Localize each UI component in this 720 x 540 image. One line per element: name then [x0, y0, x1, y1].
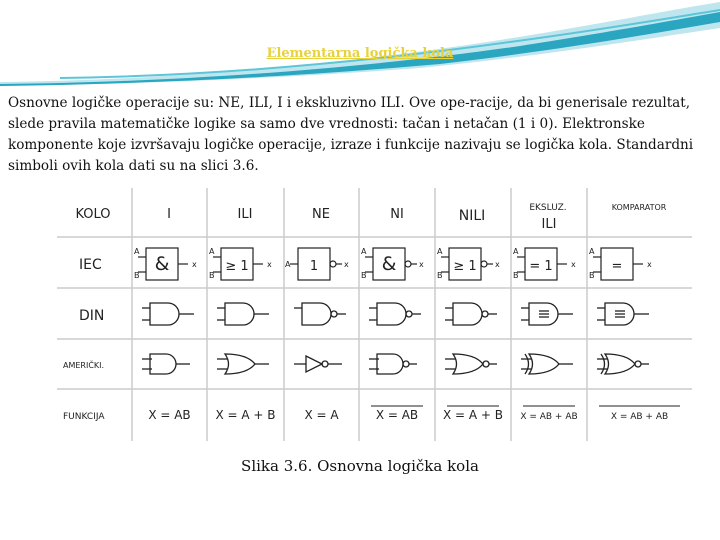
pin-a-label: A — [209, 247, 215, 256]
pin-b-label: B — [589, 271, 595, 280]
header-i: I — [167, 207, 171, 222]
pin-b-label: B — [513, 271, 519, 280]
header-kolo: KOLO — [75, 207, 111, 222]
pin-x-label: x — [419, 260, 424, 269]
pin-x-label: x — [647, 260, 652, 269]
iec-symbol: ≥ 1 — [225, 259, 249, 274]
iec-symbol: & — [154, 253, 170, 275]
iec-symbol: 1 — [309, 259, 319, 274]
pin-b-label: B — [361, 271, 367, 280]
header-ni: NI — [390, 207, 404, 222]
pin-a-label: A — [361, 247, 367, 256]
pin-a-label: A — [513, 247, 519, 256]
function-expression: X = AB + AB — [610, 412, 669, 422]
header-komparator: KOMPARATOR — [611, 203, 667, 212]
iec-symbol: = 1 — [529, 259, 553, 274]
iec-symbol: ≥ 1 — [453, 259, 477, 274]
pin-x-label: x — [344, 260, 349, 269]
function-expression: X = AB — [148, 408, 191, 422]
pin-x-label: x — [267, 260, 272, 269]
function-expression: X = A + B — [442, 408, 504, 422]
iec-symbol: & — [381, 253, 397, 275]
row-label-funkcija: FUNKCIJA — [63, 412, 105, 422]
function-expression: X = A — [304, 408, 339, 422]
header-ili: ILI — [237, 207, 253, 222]
pin-x-label: x — [192, 260, 197, 269]
header-eksluz-ili: ILI — [541, 217, 557, 232]
pin-x-label: x — [495, 260, 500, 269]
row-label-iec: IEC — [79, 257, 102, 273]
pin-x-label: x — [571, 260, 576, 269]
pin-a-label: A — [134, 247, 140, 256]
iec-symbol: = — [611, 259, 623, 274]
logic-gates-table — [57, 188, 692, 441]
header-ne: NE — [312, 207, 330, 222]
row-label-americki: AMERIČKI. — [63, 361, 105, 370]
header-nili: NILI — [458, 208, 486, 224]
pin-a-label: A — [437, 247, 443, 256]
slide-title: Elementarna logička kola — [266, 46, 454, 61]
body-paragraph: Osnovne logičke operacije su: NE, ILI, I i ekskluzivno ILI. Ove ope-racije, da bi generisale rezultat, slede pravila matematičke logike sa samo dve vrednosti: tačan i netačan (1 i 0). Elektronske komponente koje izvršavaju logičke operacije, izraze i funkcije nazivaju se logička kola. Standardni simboli ovih kola dati su na slici 3.6. — [8, 95, 694, 174]
header-eksluz: EKSLUZ. — [529, 203, 567, 213]
figure-caption: Slika 3.6. Osnovna logička kola — [241, 457, 479, 475]
pin-b-label: B — [209, 271, 215, 280]
header-swoosh-decoration — [0, 0, 720, 90]
pin-b-label: B — [437, 271, 443, 280]
function-expression: X = A + B — [215, 408, 276, 422]
pin-a-label: A — [285, 260, 291, 269]
row-label-din: DIN — [79, 308, 105, 324]
function-expression: X = AB + AB — [520, 412, 578, 422]
pin-b-label: B — [134, 271, 140, 280]
function-expression: X = AB — [375, 408, 419, 422]
pin-a-label: A — [589, 247, 595, 256]
